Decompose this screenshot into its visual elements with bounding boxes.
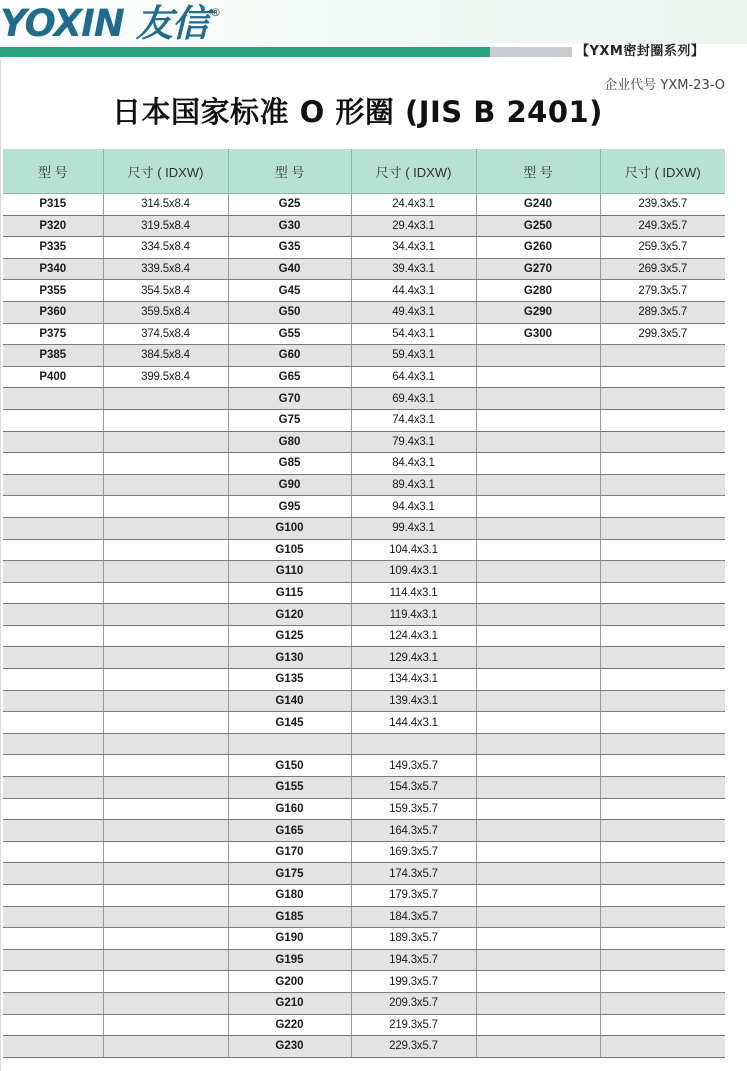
model-cell [3, 388, 103, 410]
model-cell [3, 1036, 103, 1058]
model-cell [3, 1014, 103, 1036]
size-cell [600, 906, 725, 928]
size-cell [103, 431, 228, 453]
size-cell [103, 798, 228, 820]
header-size-2: 尺寸 ( IDXW) [351, 149, 476, 194]
size-cell [103, 992, 228, 1014]
size-cell: 139.4x3.1 [351, 690, 476, 712]
model-cell [476, 733, 600, 755]
model-cell [476, 863, 600, 885]
model-cell [476, 841, 600, 863]
model-cell [3, 539, 103, 561]
table-row [3, 323, 725, 345]
model-cell: G155 [228, 777, 351, 799]
size-cell: 69.4x3.1 [351, 388, 476, 410]
model-cell [476, 1014, 600, 1036]
model-cell: G60 [228, 345, 351, 367]
size-cell: 319.5x8.4 [103, 215, 228, 237]
table-row [3, 906, 725, 928]
size-cell: 334.5x8.4 [103, 237, 228, 259]
header-model-3: 型 号 [476, 149, 600, 194]
size-cell [600, 539, 725, 561]
size-cell [600, 388, 725, 410]
table-row [3, 992, 725, 1014]
model-cell: G40 [228, 258, 351, 280]
size-cell: 299.3x5.7 [600, 323, 725, 345]
table-row [3, 258, 725, 280]
model-cell [3, 604, 103, 626]
size-cell: 249.3x5.7 [600, 215, 725, 237]
model-cell: G210 [228, 992, 351, 1014]
model-cell: G150 [228, 755, 351, 777]
size-cell [600, 971, 725, 993]
model-cell [476, 431, 600, 453]
page-left-rule [0, 60, 1, 1071]
model-cell [3, 928, 103, 950]
size-cell [600, 841, 725, 863]
model-cell: G270 [476, 258, 600, 280]
model-cell [3, 820, 103, 842]
model-cell: G45 [228, 280, 351, 302]
size-cell [103, 669, 228, 691]
size-cell [600, 1014, 725, 1036]
model-cell: G90 [228, 474, 351, 496]
size-cell [103, 453, 228, 475]
size-cell: 124.4x3.1 [351, 625, 476, 647]
model-cell: P315 [3, 194, 103, 216]
size-cell: 159.3x5.7 [351, 798, 476, 820]
size-cell: 314.5x8.4 [103, 194, 228, 216]
model-cell: G220 [228, 1014, 351, 1036]
model-cell [3, 906, 103, 928]
size-cell: 289.3x5.7 [600, 301, 725, 323]
model-cell [476, 561, 600, 583]
size-cell [600, 669, 725, 691]
model-cell: G175 [228, 863, 351, 885]
size-cell [103, 712, 228, 734]
table-row [3, 237, 725, 259]
size-cell [103, 561, 228, 583]
size-cell [600, 366, 725, 388]
model-cell [3, 625, 103, 647]
size-cell: 209.3x5.7 [351, 992, 476, 1014]
table-row [3, 625, 725, 647]
size-cell [600, 409, 725, 431]
size-cell: 49.4x3.1 [351, 301, 476, 323]
model-cell [3, 798, 103, 820]
table-row [3, 604, 725, 626]
size-cell: 164.3x5.7 [351, 820, 476, 842]
model-cell [476, 971, 600, 993]
size-cell [103, 885, 228, 907]
size-cell [103, 496, 228, 518]
model-cell: P385 [3, 345, 103, 367]
table-row [3, 345, 725, 367]
size-cell [103, 949, 228, 971]
size-cell [103, 777, 228, 799]
size-cell [600, 1036, 725, 1058]
model-cell: G75 [228, 409, 351, 431]
size-cell: 174.3x5.7 [351, 863, 476, 885]
model-cell [476, 798, 600, 820]
table-header-row [3, 149, 725, 194]
size-cell [600, 582, 725, 604]
size-cell: 279.3x5.7 [600, 280, 725, 302]
model-cell: G230 [228, 1036, 351, 1058]
model-cell [3, 755, 103, 777]
size-cell: 44.4x3.1 [351, 280, 476, 302]
model-cell [476, 928, 600, 950]
size-cell [600, 604, 725, 626]
size-cell [103, 906, 228, 928]
table-row [3, 496, 725, 518]
size-cell: 194.3x5.7 [351, 949, 476, 971]
size-cell [600, 755, 725, 777]
model-cell [3, 863, 103, 885]
table-row [3, 582, 725, 604]
size-cell: 104.4x3.1 [351, 539, 476, 561]
size-cell [103, 409, 228, 431]
size-cell [103, 625, 228, 647]
size-cell: 269.3x5.7 [600, 258, 725, 280]
size-cell: 229.3x5.7 [351, 1036, 476, 1058]
model-cell [3, 733, 103, 755]
model-cell [476, 755, 600, 777]
size-cell [600, 474, 725, 496]
model-cell [3, 712, 103, 734]
table-row [3, 712, 725, 734]
model-cell [476, 517, 600, 539]
table-row [3, 733, 725, 755]
model-cell [3, 971, 103, 993]
model-cell [476, 690, 600, 712]
model-cell [476, 885, 600, 907]
size-cell: 239.3x5.7 [600, 194, 725, 216]
size-cell: 374.5x8.4 [103, 323, 228, 345]
table-row [3, 215, 725, 237]
size-cell: 94.4x3.1 [351, 496, 476, 518]
size-cell [600, 625, 725, 647]
size-cell: 64.4x3.1 [351, 366, 476, 388]
table-row [3, 388, 725, 410]
model-cell [228, 733, 351, 755]
size-cell: 54.4x3.1 [351, 323, 476, 345]
size-cell: 199.3x5.7 [351, 971, 476, 993]
model-cell: G200 [228, 971, 351, 993]
size-cell [600, 949, 725, 971]
size-cell [600, 345, 725, 367]
header-size-1: 尺寸 ( IDXW) [103, 149, 228, 194]
model-cell: G65 [228, 366, 351, 388]
size-cell: 84.4x3.1 [351, 453, 476, 475]
model-cell [476, 345, 600, 367]
model-cell: G145 [228, 712, 351, 734]
size-cell [600, 777, 725, 799]
model-cell: G35 [228, 237, 351, 259]
size-cell [600, 928, 725, 950]
model-cell [476, 647, 600, 669]
size-cell: 169.3x5.7 [351, 841, 476, 863]
size-cell [600, 647, 725, 669]
model-cell [3, 561, 103, 583]
model-cell: G80 [228, 431, 351, 453]
size-cell [600, 885, 725, 907]
page-title: 日本国家标准 O 形圈 (JIS B 2401) [112, 95, 603, 129]
size-cell [600, 431, 725, 453]
model-cell: P335 [3, 237, 103, 259]
model-cell: G110 [228, 561, 351, 583]
size-cell: 219.3x5.7 [351, 1014, 476, 1036]
model-cell [476, 906, 600, 928]
model-cell [3, 431, 103, 453]
model-cell [476, 625, 600, 647]
size-cell: 79.4x3.1 [351, 431, 476, 453]
size-cell [600, 733, 725, 755]
model-cell: G125 [228, 625, 351, 647]
table-row [3, 798, 725, 820]
size-cell [600, 690, 725, 712]
size-cell [600, 992, 725, 1014]
model-cell: G85 [228, 453, 351, 475]
model-cell [476, 496, 600, 518]
model-cell [476, 474, 600, 496]
size-cell [103, 388, 228, 410]
model-cell: G70 [228, 388, 351, 410]
table-row [3, 885, 725, 907]
table-row [3, 1036, 725, 1058]
model-cell [476, 777, 600, 799]
company-code: 企业代号 YXM-23-O [604, 78, 725, 93]
table-row [3, 1014, 725, 1036]
size-cell [103, 582, 228, 604]
table-row [3, 431, 725, 453]
table-row [3, 841, 725, 863]
size-cell: 29.4x3.1 [351, 215, 476, 237]
gray-accent-bar [490, 47, 572, 57]
size-cell: 189.3x5.7 [351, 928, 476, 950]
size-cell: 134.4x3.1 [351, 669, 476, 691]
size-cell [103, 1036, 228, 1058]
table-row [3, 366, 725, 388]
size-cell: 109.4x3.1 [351, 561, 476, 583]
model-cell [476, 820, 600, 842]
size-cell: 74.4x3.1 [351, 409, 476, 431]
model-cell: G135 [228, 669, 351, 691]
model-cell [476, 669, 600, 691]
size-cell: 144.4x3.1 [351, 712, 476, 734]
model-cell: G25 [228, 194, 351, 216]
model-cell [3, 453, 103, 475]
model-cell: G195 [228, 949, 351, 971]
model-cell: G95 [228, 496, 351, 518]
model-cell: G115 [228, 582, 351, 604]
model-cell [3, 885, 103, 907]
size-cell: 59.4x3.1 [351, 345, 476, 367]
model-cell: G240 [476, 194, 600, 216]
model-cell: G250 [476, 215, 600, 237]
size-cell: 129.4x3.1 [351, 647, 476, 669]
model-cell [476, 992, 600, 1014]
model-cell [476, 949, 600, 971]
size-cell: 399.5x8.4 [103, 366, 228, 388]
model-cell: P340 [3, 258, 103, 280]
model-cell: G300 [476, 323, 600, 345]
table-row [3, 949, 725, 971]
brand-logo [0, 4, 208, 44]
model-cell: G50 [228, 301, 351, 323]
size-cell: 119.4x3.1 [351, 604, 476, 626]
model-cell [3, 992, 103, 1014]
model-cell [3, 949, 103, 971]
size-cell: 354.5x8.4 [103, 280, 228, 302]
size-cell [103, 690, 228, 712]
table-row [3, 409, 725, 431]
size-cell [600, 496, 725, 518]
size-cell: 179.3x5.7 [351, 885, 476, 907]
size-cell [103, 820, 228, 842]
model-cell [3, 669, 103, 691]
model-cell: G105 [228, 539, 351, 561]
registered-mark: ® [210, 6, 221, 19]
table-row [3, 755, 725, 777]
model-cell [3, 647, 103, 669]
model-cell: P355 [3, 280, 103, 302]
model-cell [3, 582, 103, 604]
series-label: 【YXM密封圈系列】 [576, 44, 705, 59]
oring-size-table [3, 149, 725, 1058]
model-cell: P320 [3, 215, 103, 237]
size-cell: 149.3x5.7 [351, 755, 476, 777]
size-cell: 24.4x3.1 [351, 194, 476, 216]
model-cell: G120 [228, 604, 351, 626]
model-cell: G140 [228, 690, 351, 712]
model-cell [476, 366, 600, 388]
header-model-2: 型 号 [228, 149, 351, 194]
size-cell [600, 820, 725, 842]
table-row [3, 820, 725, 842]
size-cell [600, 798, 725, 820]
table-row [3, 647, 725, 669]
size-cell: 114.4x3.1 [351, 582, 476, 604]
size-cell: 89.4x3.1 [351, 474, 476, 496]
size-cell: 99.4x3.1 [351, 517, 476, 539]
model-cell: G170 [228, 841, 351, 863]
size-cell: 34.4x3.1 [351, 237, 476, 259]
model-cell [476, 539, 600, 561]
size-cell: 184.3x5.7 [351, 906, 476, 928]
size-cell [103, 841, 228, 863]
size-cell [600, 863, 725, 885]
model-cell [476, 1036, 600, 1058]
table-row [3, 539, 725, 561]
size-cell [103, 733, 228, 755]
model-cell [3, 496, 103, 518]
model-cell [476, 453, 600, 475]
model-cell: G130 [228, 647, 351, 669]
table-row [3, 561, 725, 583]
model-cell [3, 517, 103, 539]
model-cell: P375 [3, 323, 103, 345]
table-row [3, 928, 725, 950]
table-row [3, 280, 725, 302]
model-cell: G180 [228, 885, 351, 907]
model-cell [3, 777, 103, 799]
size-cell [103, 474, 228, 496]
header-size-3: 尺寸 ( IDXW) [600, 149, 725, 194]
model-cell: G185 [228, 906, 351, 928]
table-row [3, 194, 725, 216]
size-cell: 39.4x3.1 [351, 258, 476, 280]
model-cell: G290 [476, 301, 600, 323]
model-cell: G160 [228, 798, 351, 820]
table-row [3, 690, 725, 712]
model-cell: P360 [3, 301, 103, 323]
table-row [3, 517, 725, 539]
size-cell [351, 733, 476, 755]
model-cell [476, 712, 600, 734]
brand-logo-text: YOXIN 友信 [0, 2, 208, 45]
model-cell: G280 [476, 280, 600, 302]
table-row [3, 474, 725, 496]
model-cell: G165 [228, 820, 351, 842]
size-cell [103, 1014, 228, 1036]
model-cell: G100 [228, 517, 351, 539]
size-cell [600, 453, 725, 475]
size-cell [103, 863, 228, 885]
table-row [3, 777, 725, 799]
model-cell: G190 [228, 928, 351, 950]
size-cell: 259.3x5.7 [600, 237, 725, 259]
table-row [3, 971, 725, 993]
size-cell [600, 561, 725, 583]
model-cell [3, 690, 103, 712]
size-cell [103, 928, 228, 950]
header-model-1: 型 号 [3, 149, 103, 194]
size-cell [600, 517, 725, 539]
model-cell [476, 388, 600, 410]
size-cell: 359.5x8.4 [103, 301, 228, 323]
table-row [3, 863, 725, 885]
model-cell [476, 582, 600, 604]
size-cell: 339.5x8.4 [103, 258, 228, 280]
model-cell [476, 604, 600, 626]
size-cell [103, 971, 228, 993]
model-cell [476, 409, 600, 431]
size-cell [103, 517, 228, 539]
model-cell [3, 409, 103, 431]
table-body [3, 194, 725, 1058]
table-row [3, 669, 725, 691]
brand-accent-bar [0, 47, 490, 57]
size-cell [103, 604, 228, 626]
model-cell: G30 [228, 215, 351, 237]
size-cell [103, 539, 228, 561]
size-cell [103, 755, 228, 777]
size-cell [600, 712, 725, 734]
size-cell: 384.5x8.4 [103, 345, 228, 367]
model-cell [3, 841, 103, 863]
size-cell [103, 647, 228, 669]
model-cell [3, 474, 103, 496]
model-cell: G260 [476, 237, 600, 259]
model-cell: P400 [3, 366, 103, 388]
table-row [3, 301, 725, 323]
table-row [3, 453, 725, 475]
model-cell: G55 [228, 323, 351, 345]
size-cell: 154.3x5.7 [351, 777, 476, 799]
